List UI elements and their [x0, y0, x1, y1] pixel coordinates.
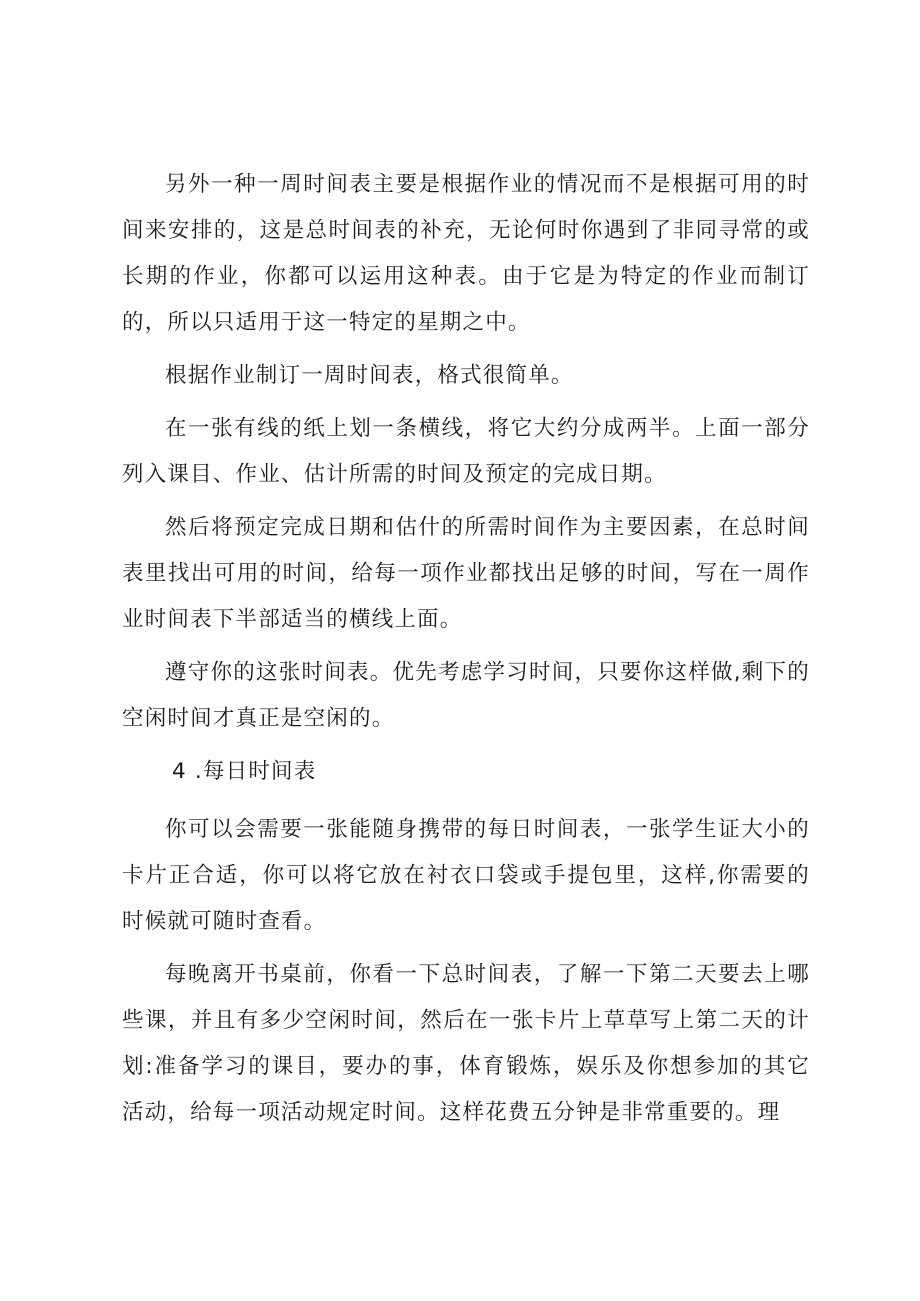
paragraph: 遵守你的这张时间表。优先考虑学习时间，只要你这样做,剩下的空闲时间才真正是空闲的。	[122, 660, 810, 731]
paragraph: 你可以会需要一张能随身携带的每日时间表，一张学生证大小的卡片正合适，你可以将它放在衬衣口袋或手提包里，这样,你需要的时候就可随时查看。	[122, 817, 810, 934]
paragraph: 每晚离开书桌前，你看一下总时间表，了解一下第二天要去上哪些课，并且有多少空闲时间，然后在一张卡片上草草写上第二天的计划:准备学习的课目，要办的事，体育锻炼，娱乐及你想参加的其它活动，给每一项活动规定时间。这样花费五分钟是非常重要的。理	[122, 962, 810, 1125]
paragraph: 在一张有线的纸上划一条横线，将它大约分成两半。上面一部分列入课目、作业、估计所需的时间及预定的完成日期。	[122, 416, 810, 487]
document-body	[122, 162, 810, 1143]
paragraph: 根据作业制订一周时间表，格式很简单。	[165, 363, 574, 388]
paragraph: 然后将预定完成日期和估什的所需时间作为主要因素，在总时间表里找出可用的时间，给每一项作业都找出足够的时间，写在一周作业时间表下半部适当的横线上面。	[122, 515, 810, 632]
paragraph: 另外一种一周时间表主要是根据作业的情况而不是根据可用的时间来安排的，这是总时间表的补充，无论何时你遇到了非同寻常的或长期的作业，你都可以运用这种表。由于它是为特定的作业而制订的，所以只适用于这一特定的星期之中。	[122, 172, 810, 335]
section-heading: 4 .每日时间表	[172, 759, 317, 784]
